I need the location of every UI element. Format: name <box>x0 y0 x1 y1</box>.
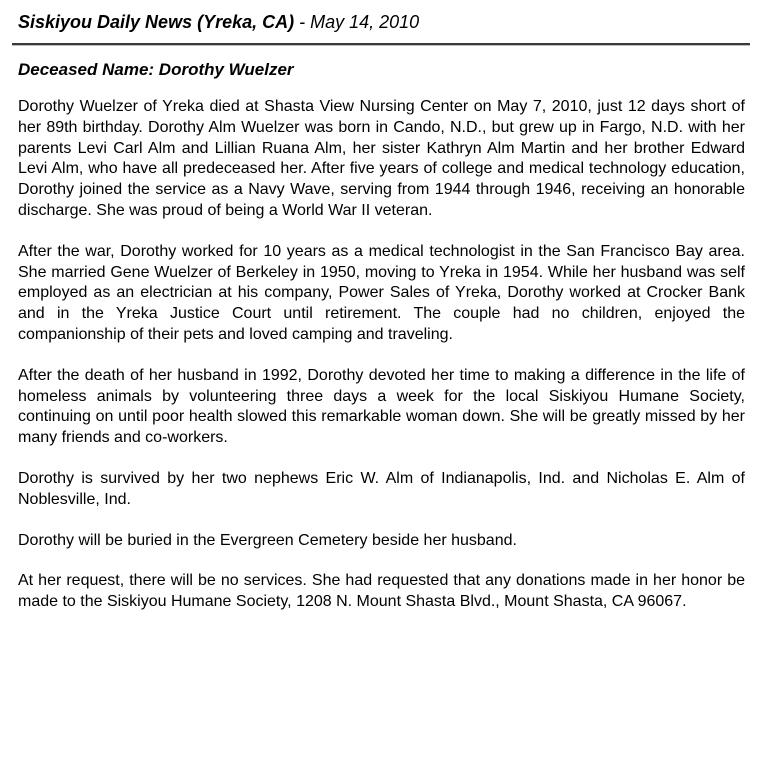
header-divider <box>12 43 750 46</box>
obituary-paragraph: Dorothy is survived by her two nephews Eric W. Alm of Indianapolis, Ind. and Nicholas E. Alm of Noblesville, Ind. <box>18 469 745 508</box>
obituary-body <box>18 97 745 633</box>
obituary-paragraph: At her request, there will be no services. She had requested that any donations made in her honor be made to the Siskiyou Humane Society, 1208 N. Mount Shasta Blvd., Mount Shasta, CA 96067. <box>18 572 745 611</box>
deceased-name-heading: Deceased Name: Dorothy Wuelzer <box>18 60 294 79</box>
obituary-paragraph: Dorothy Wuelzer of Yreka died at Shasta View Nursing Center on May 7, 2010, just 12 days short of her 89th birthday. Dorothy Alm Wuelzer was born in Cando, N.D., but grew up in Fargo, N.D. with her parents Levi Carl Alm and Lillian Ruana Alm, her sister Kathryn Alm Martin and her brother Edward Levi Alm, who have all predeceased her. After five years of college and medical technology education, Dorothy joined the service as a Navy Wave, serving from 1944 through 1946, receiving an honorable discharge. She was proud of being a World War II veteran. <box>18 98 745 219</box>
header-separator: - <box>294 12 311 32</box>
obituary-paragraph: After the war, Dorothy worked for 10 years as a medical technologist in the San Francisco Bay area. She married Gene Wuelzer of Berkeley in 1950, moving to Yreka in 1954. While her husband was self employed as an electrician at his company, Power Sales of Yreka, Dorothy worked at Crocker Bank and in the Yreka Justice Court until retirement. The couple had no children, enjoyed the companionship of their pets and loved camping and traveling. <box>18 242 745 343</box>
obituary-paragraph: Dorothy will be buried in the Evergreen Cemetery beside her husband. <box>18 531 517 549</box>
obituary-paragraph: After the death of her husband in 1992, Dorothy devoted her time to making a difference in the life of homeless animals by volunteering three days a week for the local Siskiyou Humane Society, continuing on until poor health slowed this remarkable woman down. She will be greatly missed by her many friends and co-workers. <box>18 366 745 447</box>
newspaper-header <box>18 11 758 33</box>
publication-date: May 14, 2010 <box>310 12 420 32</box>
newspaper-name: Siskiyou Daily News (Yreka, CA) <box>18 12 295 32</box>
